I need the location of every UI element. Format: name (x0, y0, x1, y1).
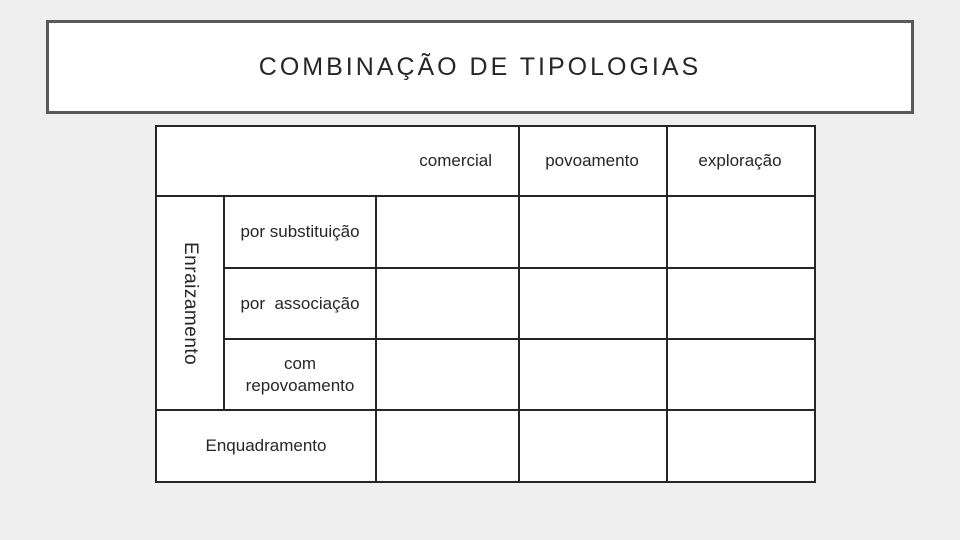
table-cell (520, 197, 666, 267)
column-header-comercial: comercial (419, 151, 492, 170)
table-cell (520, 340, 666, 409)
table-cell (520, 411, 666, 481)
group-label-container (157, 198, 223, 410)
table-cell (377, 411, 518, 481)
table-cell (668, 269, 814, 338)
table-cell (520, 269, 666, 338)
table-cell (377, 197, 518, 267)
table-cell (668, 411, 814, 481)
row-label-associacao: por associação (240, 293, 360, 313)
title-box (46, 20, 914, 114)
table-border-top (155, 125, 816, 127)
typology-table (155, 125, 816, 483)
slide-title: COMBINAÇÃO DE TIPOLOGIAS (258, 52, 702, 81)
table-cell (668, 340, 814, 409)
table-border-right (814, 125, 816, 483)
row-label-substituicao: por substituição (240, 222, 360, 241)
table-border-bottom (155, 481, 816, 483)
row-label-enquadramento: Enquadramento (205, 436, 327, 455)
table-cell (377, 340, 518, 409)
table-cell (668, 197, 814, 267)
table-cell (377, 269, 518, 338)
column-header-povoamento: povoamento (545, 151, 639, 170)
group-label-enraizamento: Enraizamento (180, 242, 201, 366)
row-label-repovoamento: com repovoamento (245, 353, 355, 395)
column-header-exploracao: exploração (698, 151, 782, 170)
